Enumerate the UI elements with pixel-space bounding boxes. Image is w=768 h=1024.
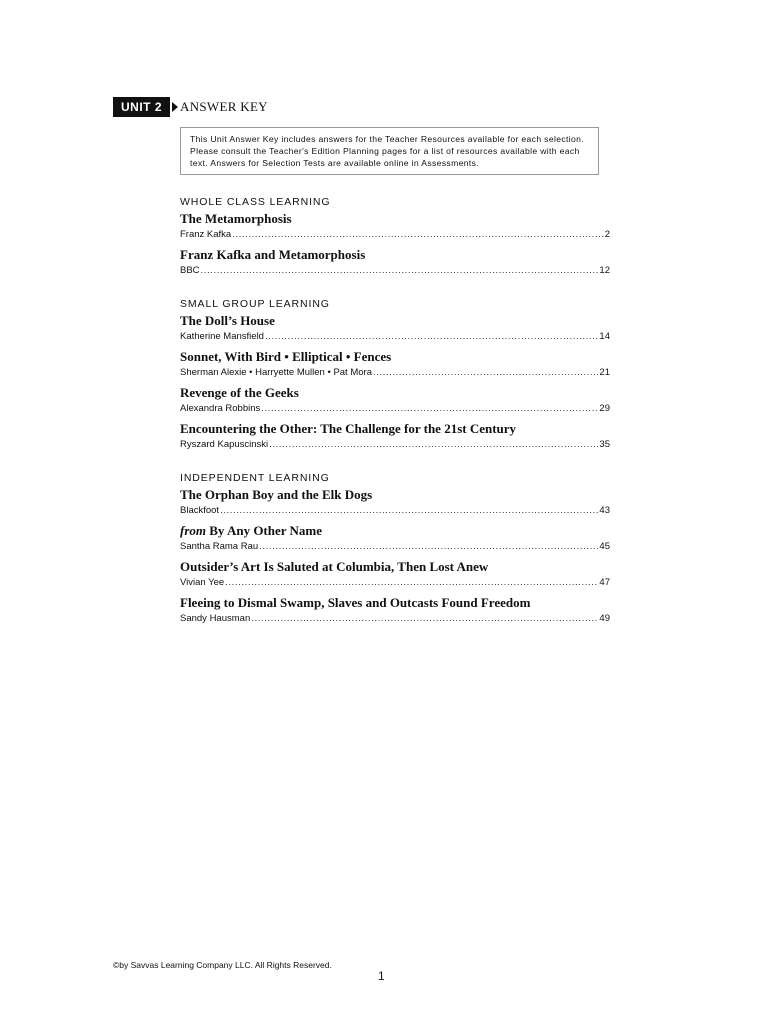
unit-header bbox=[113, 97, 268, 117]
toc-entry bbox=[180, 211, 610, 242]
toc-entry bbox=[180, 523, 610, 554]
section-label: SMALL GROUP LEARNING bbox=[180, 298, 330, 310]
selection-title bbox=[180, 523, 610, 539]
page-ref: 14 bbox=[599, 331, 610, 342]
page-title: ANSWER KEY bbox=[180, 99, 268, 114]
page-ref: 45 bbox=[599, 541, 610, 552]
selection-title bbox=[180, 313, 610, 329]
toc-entry bbox=[180, 247, 610, 278]
dot-leader bbox=[201, 263, 599, 278]
dot-leader bbox=[269, 437, 598, 452]
author-line bbox=[180, 401, 610, 416]
selection-title bbox=[180, 385, 610, 401]
selection-title bbox=[180, 559, 610, 575]
page-ref: 21 bbox=[599, 367, 610, 378]
page-ref: 43 bbox=[599, 505, 610, 516]
title-text: By Any Other Name bbox=[209, 523, 323, 538]
page-ref: 29 bbox=[599, 403, 610, 414]
selection-title bbox=[180, 349, 610, 365]
dot-leader bbox=[225, 575, 598, 590]
section-label: WHOLE CLASS LEARNING bbox=[180, 196, 331, 208]
author-line bbox=[180, 539, 610, 554]
page-ref: 47 bbox=[599, 577, 610, 588]
author-name: Blackfoot bbox=[180, 505, 220, 516]
author-name: Vivian Yee bbox=[180, 577, 225, 588]
dot-leader bbox=[232, 227, 603, 242]
selection-title bbox=[180, 421, 610, 437]
title-text: The Orphan Boy and the Elk Dogs bbox=[180, 487, 373, 502]
toc-section bbox=[180, 472, 610, 626]
unit-badge: UNIT 2 bbox=[113, 97, 170, 117]
toc-entry bbox=[180, 349, 610, 380]
page-ref: 49 bbox=[599, 613, 610, 624]
toc-section bbox=[180, 298, 610, 452]
dot-leader bbox=[220, 503, 598, 518]
copyright-notice: ©by Savvas Learning Company LLC. All Rights Reserved. bbox=[113, 960, 332, 970]
author-name: BBC bbox=[180, 265, 200, 276]
toc-entry bbox=[180, 487, 610, 518]
title-text: The Metamorphosis bbox=[180, 211, 292, 226]
author-line bbox=[180, 575, 610, 590]
author-name: Ryszard Kapuscinski bbox=[180, 439, 269, 450]
author-name: Sherman Alexie • Harryette Mullen • Pat Mora bbox=[180, 367, 372, 378]
selection-title bbox=[180, 211, 610, 227]
dot-leader bbox=[261, 401, 598, 416]
selection-title bbox=[180, 487, 610, 503]
toc-section bbox=[180, 196, 610, 278]
author-name: Katherine Mansfield bbox=[180, 331, 264, 342]
title-text: The Doll’s House bbox=[180, 313, 275, 328]
dot-leader bbox=[259, 539, 598, 554]
title-text: Encountering the Other: The Challenge for the 21st Century bbox=[180, 421, 517, 436]
toc-entry bbox=[180, 595, 610, 626]
arrow-right-icon bbox=[172, 102, 178, 112]
toc-entry bbox=[180, 421, 610, 452]
title-text: Franz Kafka and Metamorphosis bbox=[180, 247, 366, 262]
title-text: Sonnet, With Bird • Elliptical • Fences bbox=[180, 349, 392, 364]
author-name: Sandy Hausman bbox=[180, 613, 251, 624]
page-ref: 35 bbox=[599, 439, 610, 450]
toc-entry bbox=[180, 385, 610, 416]
page-number: 1 bbox=[378, 969, 385, 983]
table-of-contents bbox=[180, 196, 610, 646]
author-line bbox=[180, 263, 610, 278]
author-line bbox=[180, 227, 610, 242]
toc-entry bbox=[180, 313, 610, 344]
title-text: Revenge of the Geeks bbox=[180, 385, 299, 400]
title-text: Outsider’s Art Is Saluted at Columbia, Then Lost Anew bbox=[180, 559, 489, 574]
page-ref: 12 bbox=[599, 265, 610, 276]
dot-leader bbox=[251, 611, 598, 626]
selection-title bbox=[180, 595, 610, 611]
author-line bbox=[180, 329, 610, 344]
title-prefix: from bbox=[180, 523, 206, 538]
author-name: Alexandra Robbins bbox=[180, 403, 261, 414]
title-text: Fleeing to Dismal Swamp, Slaves and Outcasts Found Freedom bbox=[180, 595, 531, 610]
author-line bbox=[180, 611, 610, 626]
toc-entry bbox=[180, 559, 610, 590]
page-ref: 2 bbox=[604, 229, 610, 240]
author-name: Franz Kafka bbox=[180, 229, 232, 240]
author-line bbox=[180, 503, 610, 518]
author-line bbox=[180, 365, 610, 380]
dot-leader bbox=[373, 365, 598, 380]
author-name: Santha Rama Rau bbox=[180, 541, 259, 552]
author-line bbox=[180, 437, 610, 452]
intro-note-box: This Unit Answer Key includes answers for the Teacher Resources available for each selection. Please consult the Teacher's Edition Planning pages for a list of resources available with each text. Answers for Selection Tests are available online in Assessments. bbox=[180, 127, 599, 175]
dot-leader bbox=[265, 329, 598, 344]
selection-title bbox=[180, 247, 610, 263]
section-label: INDEPENDENT LEARNING bbox=[180, 472, 330, 484]
